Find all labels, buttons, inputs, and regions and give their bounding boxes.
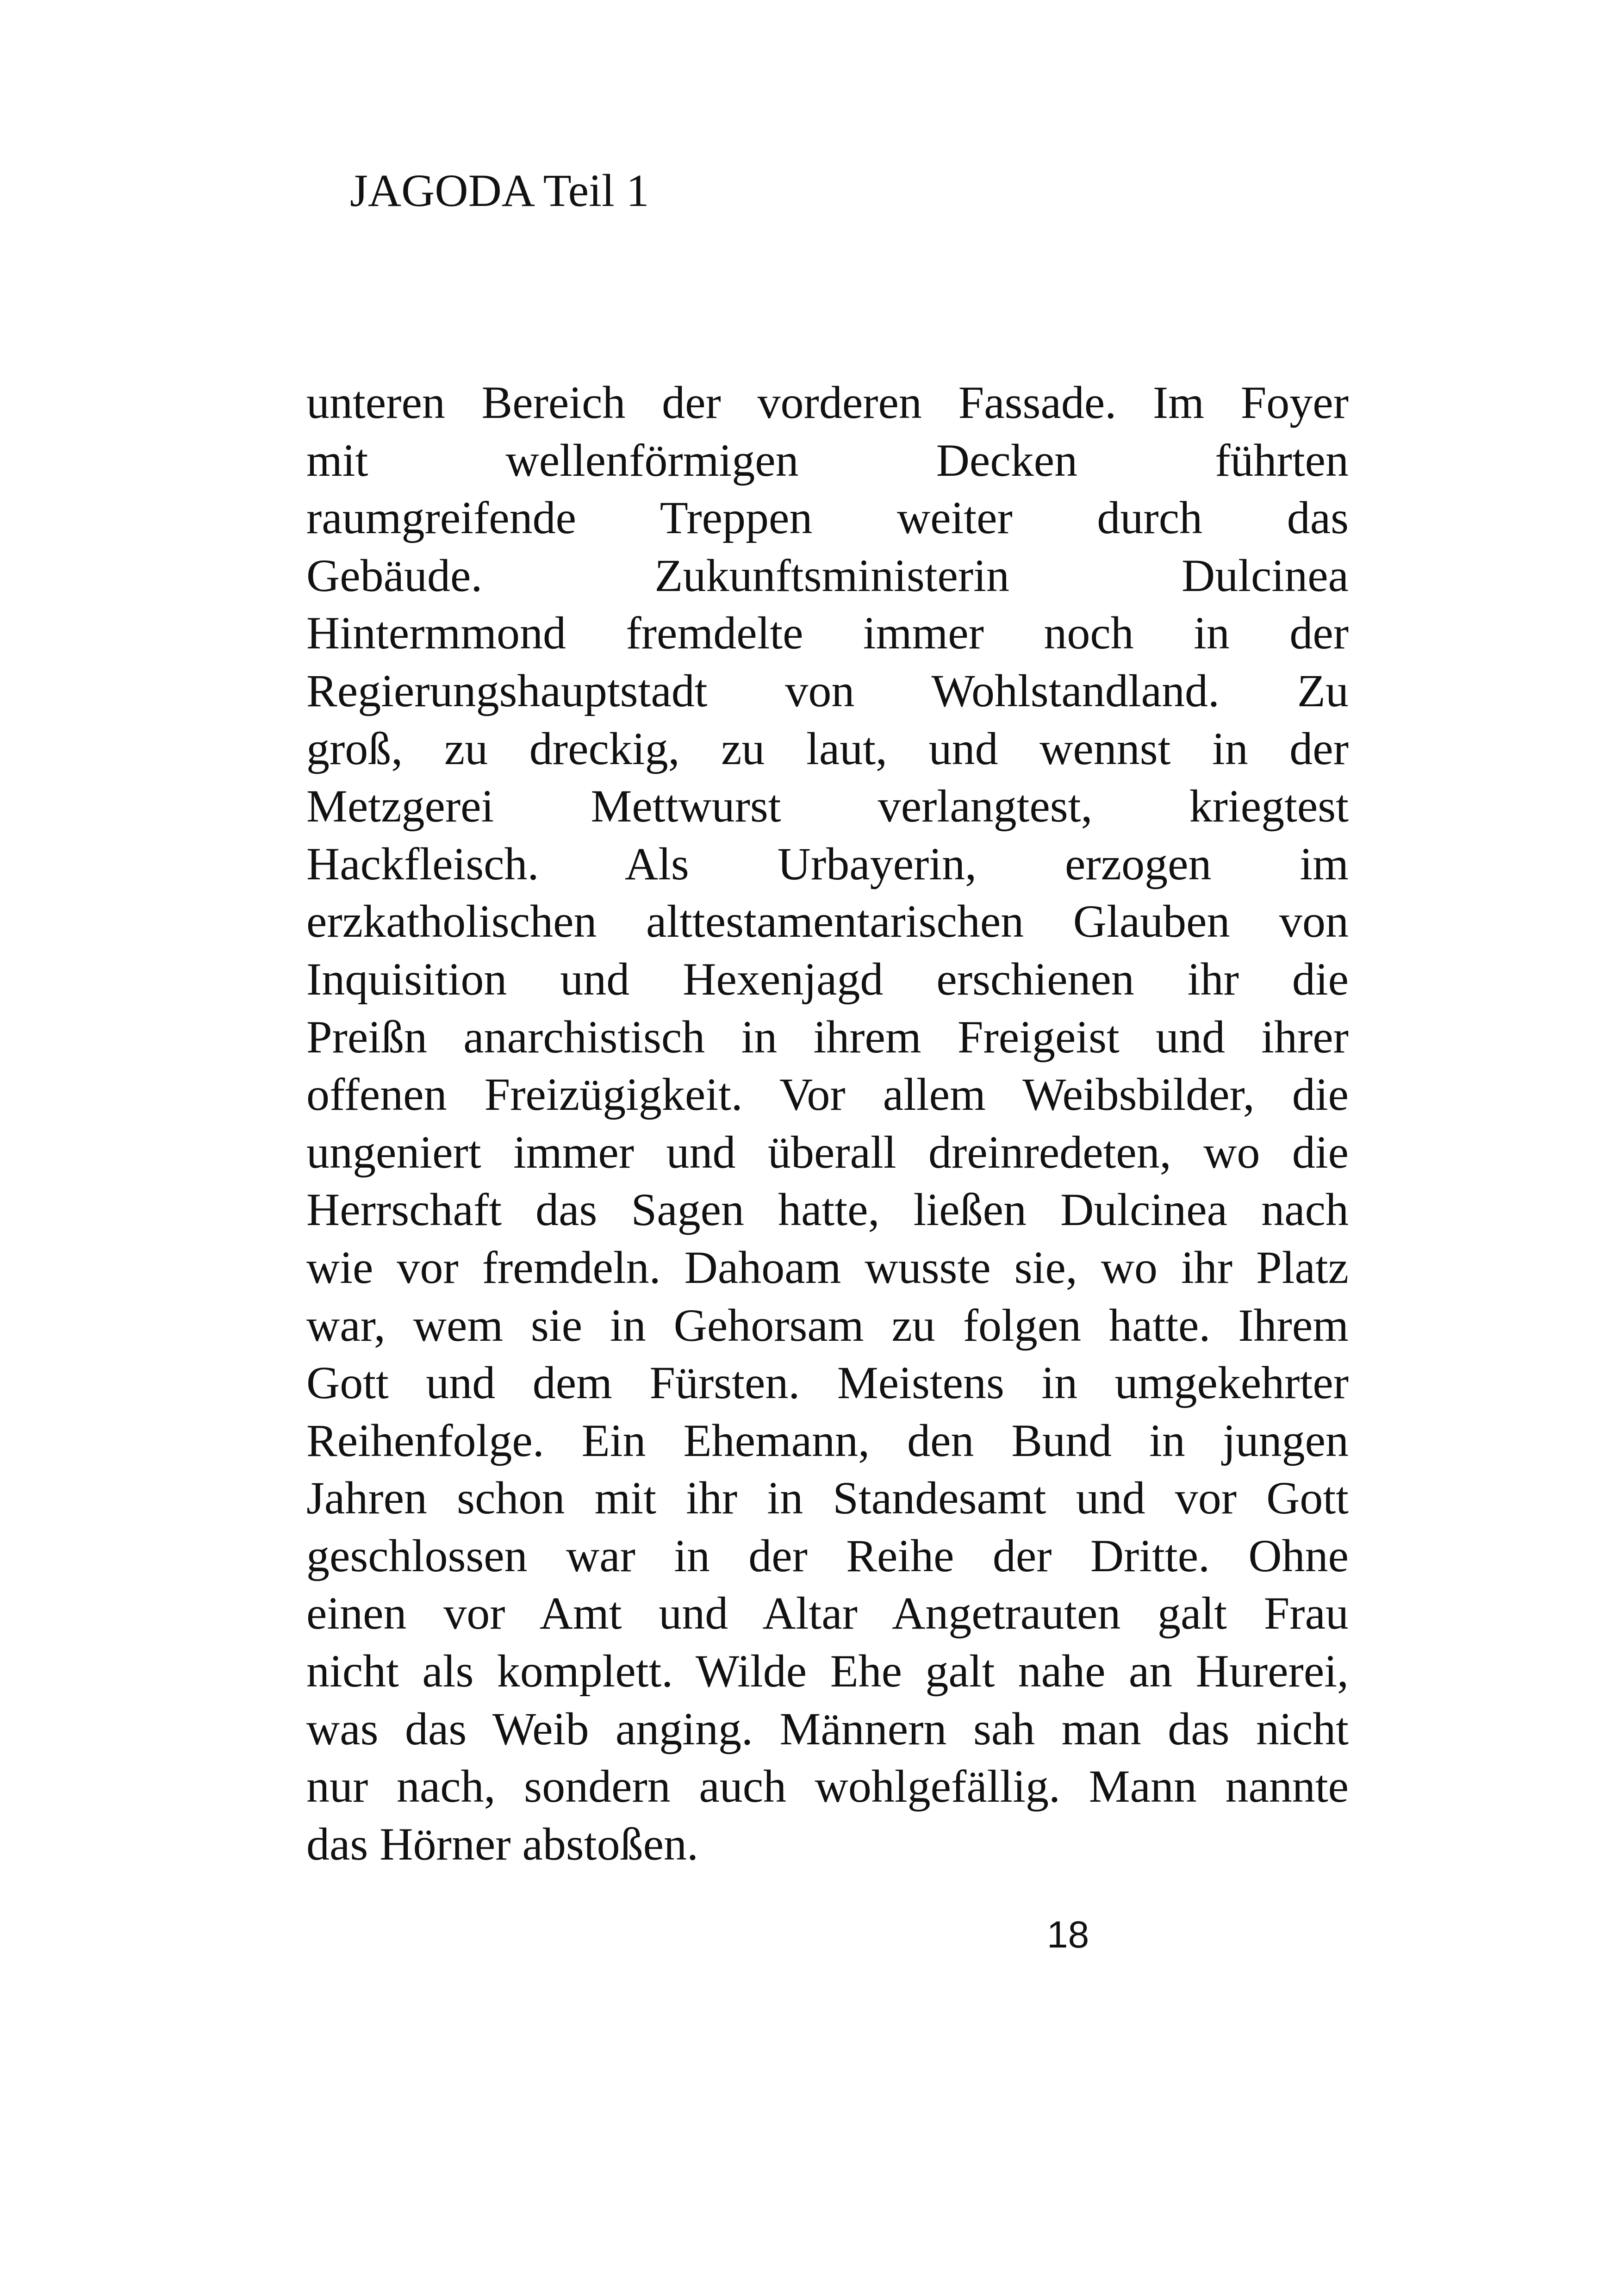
text-line: Preißn anarchistisch in ihrem Freigeist und ihrer <box>306 1011 1349 1063</box>
text-line: war, wem sie in Gehorsam zu folgen hatte. Ihrem <box>306 1299 1349 1351</box>
text-line: Inquisition und Hexenjagd erschienen ihr die <box>306 953 1349 1005</box>
text-line: mit wellenförmigen Decken führten <box>306 434 1349 486</box>
text-line: Herrschaft das Sagen hatte, ließen Dulcinea nach <box>306 1184 1349 1236</box>
text-line: Gebäude. Zukunftsministerin Dulcinea <box>306 549 1349 601</box>
text-line: Gott und dem Fürsten. Meistens in umgekehrter <box>306 1357 1349 1409</box>
text-line: ungeniert immer und überall dreinredeten, wo die <box>306 1126 1349 1178</box>
text-line: wie vor fremdeln. Dahoam wusste sie, wo ihr Platz <box>306 1241 1349 1293</box>
text-line: offenen Freizügigkeit. Vor allem Weibsbilder, die <box>306 1069 1349 1120</box>
text-line: was das Weib anging. Männern sah man das nicht <box>306 1703 1349 1755</box>
text-line: groß, zu dreckig, zu laut, und wennst in der <box>306 722 1349 774</box>
text-line: einen vor Amt und Altar Angetrauten galt Frau <box>306 1587 1349 1639</box>
text-line: nur nach, sondern auch wohlgefällig. Mann nannte <box>306 1761 1349 1812</box>
text-line: das Hörner abstoßen. <box>306 1818 698 1870</box>
text-line: nicht als komplett. Wilde Ehe galt nahe an Hurerei, <box>306 1645 1349 1697</box>
page-number: 18 <box>1047 1914 1089 1956</box>
text-line: erzkatholischen alttestamentarischen Glauben von <box>306 896 1349 947</box>
text-line: Hackfleisch. Als Urbayerin, erzogen im <box>306 838 1349 890</box>
text-line: unteren Bereich der vorderen Fassade. Im Foyer <box>306 377 1349 428</box>
text-line: Jahren schon mit ihr in Standesamt und vor Gott <box>306 1472 1349 1524</box>
body-text <box>306 374 1349 1873</box>
text-line: Hintermmond fremdelte immer noch in der <box>306 607 1349 659</box>
text-line: raumgreifende Treppen weiter durch das <box>306 492 1349 544</box>
text-line: Regierungshauptstadt von Wohlstandland. Zu <box>306 665 1349 716</box>
running-header: JAGODA Teil 1 <box>350 165 649 216</box>
text-line: Metzgerei Mettwurst verlangtest, kriegtest <box>306 780 1349 832</box>
text-line: geschlossen war in der Reihe der Dritte. Ohne <box>306 1530 1349 1581</box>
text-line: Reihenfolge. Ein Ehemann, den Bund in jungen <box>306 1414 1349 1466</box>
